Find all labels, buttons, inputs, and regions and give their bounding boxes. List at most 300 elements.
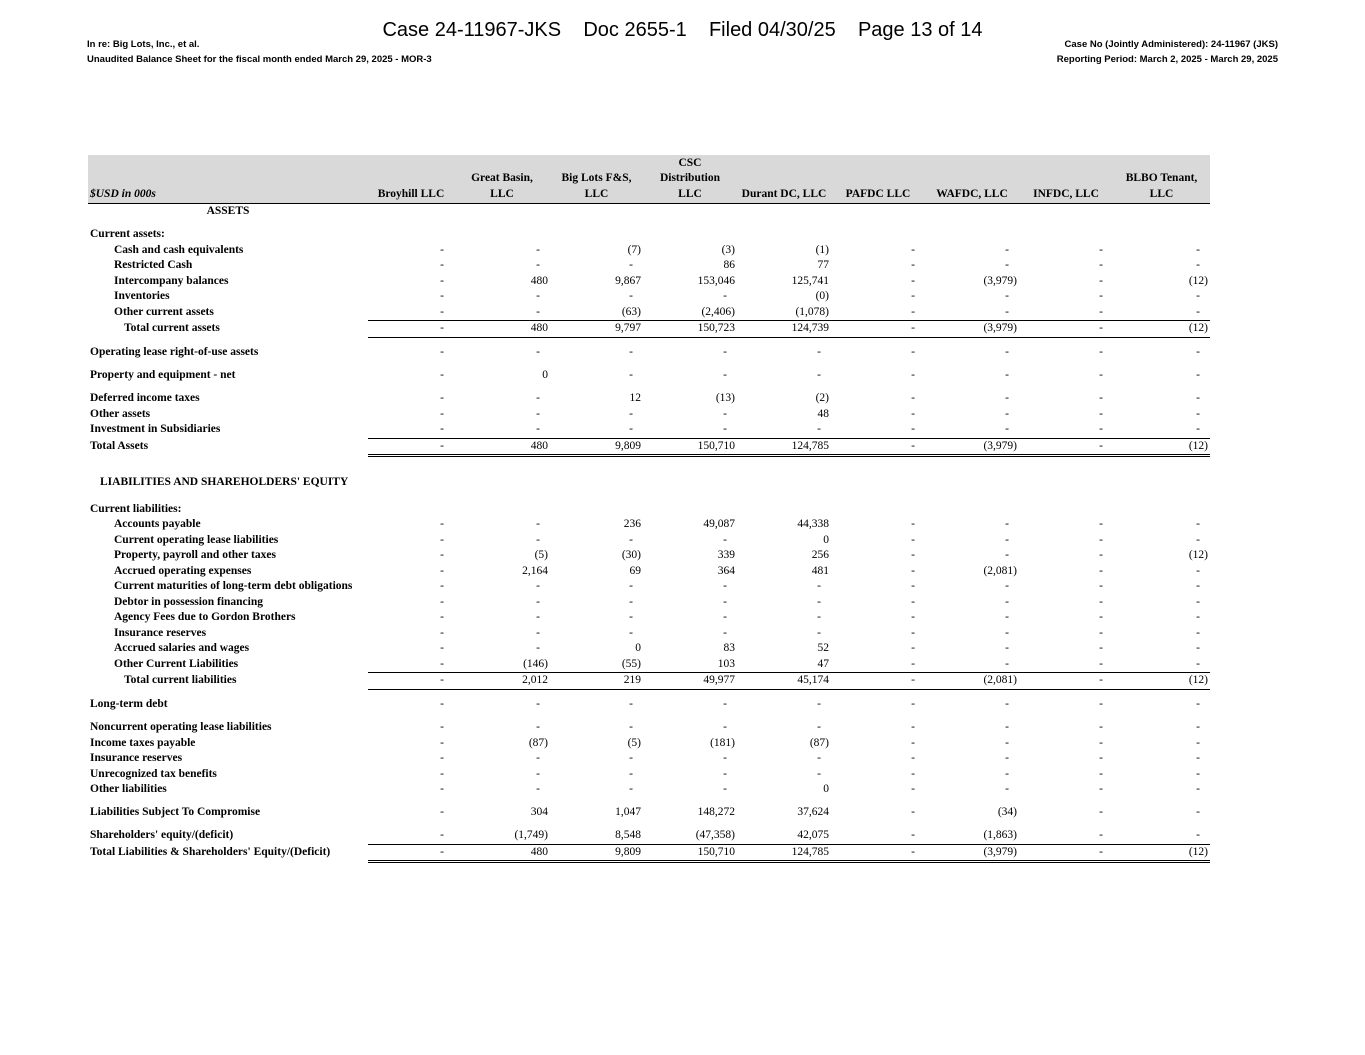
- table-row: [88, 805, 1210, 821]
- row-label: Total current liabilities: [124, 674, 237, 686]
- table-row: [88, 548, 1210, 564]
- table-cell: -: [536, 783, 540, 795]
- table-cell: -: [911, 274, 915, 287]
- row-label: Current assets:: [90, 228, 165, 240]
- table-cell: [1113, 227, 1210, 243]
- column-header-line: [739, 156, 829, 172]
- table-cell: -: [1196, 806, 1200, 818]
- table-cell: -: [629, 290, 633, 302]
- column-header: [368, 155, 454, 204]
- table-cell: -: [911, 423, 915, 435]
- table-cell: -: [1196, 369, 1200, 381]
- table-cell: -: [1099, 274, 1103, 287]
- table-cell: -: [1196, 642, 1200, 654]
- table-cell: (2,081): [925, 673, 1019, 690]
- row-label: Unrecognized tax benefits: [90, 767, 217, 780]
- table-cell: -: [629, 611, 633, 623]
- table-cell: 0: [823, 783, 829, 795]
- table-cell: -: [817, 752, 821, 764]
- column-header: [550, 155, 643, 204]
- table-cell: [831, 204, 925, 220]
- table-cell: [737, 502, 831, 518]
- column-header: [1113, 155, 1210, 204]
- table-cell: -: [1196, 305, 1200, 318]
- column-header-line: LLC: [584, 187, 609, 200]
- table-cell: -: [536, 580, 540, 592]
- row-label: Other Current Liabilities: [114, 657, 239, 670]
- table-cell: -: [817, 626, 821, 639]
- table-row: [88, 391, 1210, 407]
- table-cell: -: [911, 580, 915, 592]
- column-header-line: [370, 156, 452, 172]
- table-cell: -: [440, 806, 444, 818]
- table-cell: -: [1099, 259, 1103, 271]
- spacer-row: [88, 465, 1210, 473]
- table-cell: -: [1099, 698, 1103, 710]
- table-cell: -: [911, 806, 915, 818]
- table-cell: -: [911, 736, 915, 749]
- table-cell: -: [911, 369, 915, 381]
- spacer-row: [88, 361, 1210, 369]
- row-label: LIABILITIES AND SHAREHOLDERS' EQUITY: [100, 476, 349, 489]
- table-cell: (181): [710, 736, 735, 749]
- table-cell: -: [629, 407, 633, 420]
- table-cell: 1,047: [615, 806, 641, 818]
- section-heading-row: [88, 502, 1210, 518]
- table-cell: [454, 502, 550, 518]
- column-header-line: Great Basin,: [471, 172, 533, 184]
- table-cell: -: [831, 673, 925, 690]
- table-cell: -: [629, 346, 633, 358]
- table-cell: 481: [811, 564, 829, 577]
- table-cell: -: [911, 518, 915, 530]
- column-header-line: Broyhill LLC: [377, 187, 445, 200]
- row-label: Deferred income taxes: [90, 392, 200, 404]
- column-header-line: [739, 171, 829, 187]
- table-cell: -: [1099, 783, 1103, 795]
- table-cell: 9,809: [550, 844, 643, 862]
- table-cell: (5): [627, 736, 641, 749]
- table-cell: -: [368, 321, 454, 338]
- table-cell: -: [911, 657, 915, 670]
- spacer-row: [88, 456, 1210, 465]
- table-cell: [925, 472, 1019, 494]
- column-header: [1019, 155, 1113, 204]
- table-cell: -: [536, 698, 540, 710]
- table-cell: 48: [817, 407, 829, 420]
- row-label: Investment in Subsidiaries: [90, 423, 221, 436]
- table-cell: (2,081): [983, 564, 1017, 577]
- row-label: Current operating lease liabilities: [114, 533, 279, 546]
- column-header-line: CSC: [678, 156, 702, 169]
- table-cell: -: [911, 533, 915, 546]
- table-cell: -: [1005, 290, 1009, 302]
- column-header-line: [833, 171, 923, 187]
- table-cell: (12): [1188, 549, 1208, 561]
- table-cell: 2,012: [454, 673, 550, 690]
- table-cell: -: [1019, 673, 1113, 690]
- table-cell: -: [723, 369, 727, 381]
- table-cell: -: [1196, 533, 1200, 546]
- table-cell: -: [440, 423, 444, 435]
- table-cell: -: [723, 290, 727, 302]
- table-cell: 0: [542, 369, 548, 381]
- table-cell: -: [1196, 595, 1200, 608]
- table-cell: [1113, 204, 1210, 220]
- table-cell: -: [723, 580, 727, 592]
- table-cell: -: [1099, 642, 1103, 654]
- table-cell: -: [440, 698, 444, 710]
- table-cell: 49,977: [643, 673, 737, 690]
- table-cell: -: [629, 721, 633, 733]
- row-label: Insurance reserves: [90, 752, 183, 764]
- row-label: Property and equipment - net: [90, 369, 236, 381]
- table-cell: [368, 472, 454, 494]
- table-cell: -: [1099, 243, 1103, 256]
- table-cell: [454, 204, 550, 220]
- table-cell: (55): [621, 657, 641, 670]
- table-row: [88, 657, 1210, 673]
- row-label: Total Assets: [90, 440, 149, 452]
- table-row: [88, 368, 1210, 384]
- table-cell: -: [440, 736, 444, 749]
- table-cell: -: [536, 767, 540, 780]
- table-cell: -: [1099, 533, 1103, 546]
- case-number: Case No (Jointly Administered): 24-11967 (JKS): [1064, 39, 1278, 50]
- table-cell: -: [1196, 392, 1200, 404]
- table-row: [88, 767, 1210, 783]
- column-header-line: [1115, 156, 1208, 172]
- table-cell: -: [1099, 767, 1103, 780]
- table-cell: (12): [1113, 844, 1210, 862]
- column-header-line: [1021, 171, 1111, 187]
- table-cell: -: [536, 259, 540, 271]
- table-cell: (13): [715, 392, 735, 404]
- table-cell: (3,979): [925, 321, 1019, 338]
- column-header-line: LLC: [490, 187, 514, 200]
- section-heading-row: [88, 472, 1210, 494]
- table-cell: -: [911, 752, 915, 764]
- table-cell: -: [1099, 518, 1103, 530]
- table-cell: -: [1005, 423, 1009, 435]
- table-cell: 125,741: [791, 274, 829, 287]
- row-label: Current maturities of long-term debt obligations: [114, 580, 353, 592]
- table-cell: -: [536, 611, 540, 623]
- table-cell: 0: [635, 642, 641, 654]
- table-cell: 86: [723, 259, 735, 271]
- table-cell: 150,710: [643, 438, 737, 456]
- table-cell: -: [629, 369, 633, 381]
- row-label: Property, payroll and other taxes: [114, 549, 276, 561]
- table-cell: -: [1099, 626, 1103, 639]
- table-cell: -: [1099, 736, 1103, 749]
- spacer-row: [88, 384, 1210, 392]
- table-cell: (1,749): [514, 829, 548, 841]
- table-cell: -: [1196, 829, 1200, 841]
- table-cell: 8,548: [615, 829, 641, 841]
- table-cell: (1,078): [795, 305, 829, 318]
- table-cell: -: [629, 423, 633, 435]
- table-cell: -: [440, 290, 444, 302]
- table-cell: -: [817, 369, 821, 381]
- row-label: ASSETS: [206, 205, 250, 217]
- table-cell: [831, 502, 925, 518]
- table-cell: -: [1099, 549, 1103, 561]
- table-cell: [454, 472, 550, 494]
- table-cell: [643, 204, 737, 220]
- table-cell: [454, 227, 550, 243]
- table-cell: (30): [621, 549, 641, 561]
- table-row: [88, 258, 1210, 274]
- table-cell: -: [536, 305, 540, 318]
- column-header-line: [1021, 156, 1111, 172]
- table-cell: 339: [717, 549, 735, 561]
- table-cell: [550, 502, 643, 518]
- table-cell: -: [1005, 767, 1009, 780]
- table-cell: -: [1196, 564, 1200, 577]
- table-header-row: [88, 155, 1210, 204]
- column-header-line: [552, 156, 641, 172]
- table-cell: -: [1099, 829, 1103, 841]
- table-cell: -: [1099, 407, 1103, 420]
- table-cell: -: [1005, 698, 1009, 710]
- table-row: [88, 274, 1210, 290]
- row-label: Other assets: [90, 407, 151, 420]
- table-cell: -: [536, 243, 540, 256]
- table-cell: [550, 204, 643, 220]
- table-cell: -: [1019, 844, 1113, 862]
- table-cell: -: [817, 721, 821, 733]
- case-caption: In re: Big Lots, Inc., et al.: [87, 39, 200, 50]
- table-cell: [737, 227, 831, 243]
- row-label: Liabilities Subject To Compromise: [90, 806, 261, 818]
- table-row: [88, 641, 1210, 657]
- table-cell: -: [1005, 611, 1009, 623]
- table-row: [88, 321, 1210, 338]
- table-cell: 2,164: [522, 564, 548, 577]
- table-row: [88, 720, 1210, 736]
- table-cell: -: [723, 698, 727, 710]
- table-cell: -: [536, 595, 540, 608]
- table-cell: 0: [823, 533, 829, 546]
- balance-sheet-table: [88, 155, 1210, 863]
- row-label: Inventories: [114, 290, 170, 302]
- row-label: Insurance reserves: [114, 626, 207, 639]
- table-row: [88, 697, 1210, 713]
- row-label: Income taxes payable: [90, 736, 196, 749]
- table-cell: -: [1099, 369, 1103, 381]
- table-cell: [737, 204, 831, 220]
- table-cell: 42,075: [797, 829, 829, 841]
- table-cell: -: [1005, 580, 1009, 592]
- table-cell: (5): [534, 549, 548, 561]
- table-cell: -: [1196, 580, 1200, 592]
- table-cell: 219: [550, 673, 643, 690]
- table-cell: -: [911, 626, 915, 639]
- table-cell: 9,809: [550, 438, 643, 456]
- table-cell: -: [536, 533, 540, 546]
- table-cell: (1,863): [983, 829, 1017, 841]
- table-cell: 256: [811, 549, 829, 561]
- table-cell: -: [536, 518, 540, 530]
- table-cell: -: [536, 392, 540, 404]
- column-header-line: LLC: [678, 187, 702, 200]
- column-header: [925, 155, 1019, 204]
- table-cell: -: [911, 305, 915, 318]
- unit-label: $USD in 000s: [88, 155, 368, 204]
- column-header-line: Distribution: [659, 172, 721, 184]
- table-cell: -: [1099, 290, 1103, 302]
- row-label: Total Liabilities & Shareholders' Equity/(Deficit): [90, 846, 331, 858]
- table-cell: -: [368, 673, 454, 690]
- table-cell: -: [1099, 305, 1103, 318]
- table-cell: -: [911, 407, 915, 420]
- table-cell: -: [1005, 305, 1009, 318]
- table-cell: -: [1005, 407, 1009, 420]
- table-cell: (2,406): [701, 305, 735, 318]
- row-label: Current liabilities:: [90, 502, 182, 515]
- table-cell: -: [1005, 783, 1009, 795]
- table-cell: -: [629, 698, 633, 710]
- table-cell: -: [629, 767, 633, 780]
- table-cell: (2): [815, 392, 829, 404]
- table-cell: -: [440, 595, 444, 608]
- table-cell: -: [723, 752, 727, 764]
- table-cell: -: [440, 752, 444, 764]
- table-cell: 150,710: [643, 844, 737, 862]
- table-cell: [1019, 227, 1113, 243]
- table-cell: 304: [530, 806, 548, 818]
- table-cell: [643, 227, 737, 243]
- table-cell: [368, 204, 454, 220]
- table-cell: -: [1099, 806, 1103, 818]
- table-row: [88, 438, 1210, 456]
- table-cell: -: [1196, 698, 1200, 710]
- column-header-line: Durant DC, LLC: [741, 187, 827, 200]
- table-row: [88, 736, 1210, 752]
- table-cell: 47: [817, 657, 829, 670]
- table-cell: -: [911, 721, 915, 733]
- table-cell: -: [1196, 346, 1200, 358]
- row-label: Accrued operating expenses: [114, 564, 252, 577]
- table-cell: (47,358): [695, 829, 735, 841]
- table-cell: [925, 227, 1019, 243]
- column-header-line: [927, 171, 1017, 187]
- table-cell: 52: [817, 642, 829, 654]
- column-header-line: WAFDC, LLC: [936, 187, 1008, 200]
- table-cell: -: [817, 698, 821, 710]
- table-cell: (12): [1113, 673, 1210, 690]
- table-row: [88, 345, 1210, 361]
- table-cell: 150,723: [643, 321, 737, 338]
- table-cell: -: [1005, 642, 1009, 654]
- table-cell: -: [440, 549, 444, 561]
- table-row: [88, 579, 1210, 595]
- table-cell: -: [440, 274, 444, 287]
- table-cell: -: [368, 844, 454, 862]
- table-cell: (3): [721, 243, 735, 256]
- table-cell: -: [440, 305, 444, 318]
- table-row: [88, 407, 1210, 423]
- column-header: [643, 155, 737, 204]
- table-cell: (12): [1113, 321, 1210, 338]
- row-label: Other liabilities: [90, 783, 167, 795]
- table-cell: -: [1196, 657, 1200, 670]
- column-header-line: [370, 171, 452, 187]
- row-label: Agency Fees due to Gordon Brothers: [114, 611, 296, 623]
- table-cell: -: [1196, 423, 1200, 435]
- table-cell: -: [1005, 721, 1009, 733]
- table-cell: -: [831, 438, 925, 456]
- table-cell: -: [817, 580, 821, 592]
- table-cell: (34): [997, 806, 1017, 818]
- table-row: [88, 844, 1210, 862]
- table-cell: -: [911, 392, 915, 404]
- table-cell: 103: [717, 657, 735, 670]
- table-row: [88, 533, 1210, 549]
- table-cell: 124,785: [737, 438, 831, 456]
- table-cell: -: [1019, 438, 1113, 456]
- table-cell: -: [911, 564, 915, 577]
- table-row: [88, 305, 1210, 321]
- table-cell: 480: [454, 321, 550, 338]
- column-header-line: INFDC, LLC: [1033, 187, 1099, 200]
- table-cell: -: [629, 626, 633, 639]
- column-header-line: LLC: [1149, 187, 1174, 200]
- table-cell: -: [629, 595, 633, 608]
- table-cell: [1019, 502, 1113, 518]
- table-cell: -: [440, 783, 444, 795]
- table-row: [88, 610, 1210, 626]
- table-cell: -: [723, 626, 727, 639]
- table-cell: -: [1005, 259, 1009, 271]
- table-row: [88, 626, 1210, 642]
- table-cell: -: [911, 698, 915, 710]
- table-cell: -: [1099, 611, 1103, 623]
- table-cell: [925, 502, 1019, 518]
- table-cell: (146): [523, 657, 548, 670]
- table-cell: -: [723, 423, 727, 435]
- table-cell: (0): [815, 290, 829, 302]
- table-cell: -: [629, 533, 633, 546]
- spacer-row: [88, 494, 1210, 502]
- table-cell: -: [440, 829, 444, 841]
- table-cell: -: [911, 783, 915, 795]
- table-cell: -: [911, 243, 915, 256]
- table-cell: [368, 502, 454, 518]
- table-row: [88, 243, 1210, 259]
- table-cell: -: [1196, 626, 1200, 639]
- table-cell: 9,797: [550, 321, 643, 338]
- table-cell: 69: [629, 564, 641, 577]
- table-cell: -: [440, 580, 444, 592]
- table-cell: -: [1099, 595, 1103, 608]
- table-cell: -: [629, 580, 633, 592]
- table-cell: -: [911, 549, 915, 561]
- column-header-line: [833, 156, 923, 172]
- table-cell: -: [817, 595, 821, 608]
- spacer-row: [88, 798, 1210, 806]
- spacer-row: [88, 689, 1210, 697]
- column-header: [454, 155, 550, 204]
- table-cell: -: [1005, 369, 1009, 381]
- table-cell: [368, 227, 454, 243]
- row-label: Other current assets: [114, 305, 214, 318]
- table-cell: [643, 472, 737, 494]
- table-cell: -: [1196, 736, 1200, 749]
- table-cell: (3,979): [925, 844, 1019, 862]
- table-cell: 153,046: [697, 274, 735, 287]
